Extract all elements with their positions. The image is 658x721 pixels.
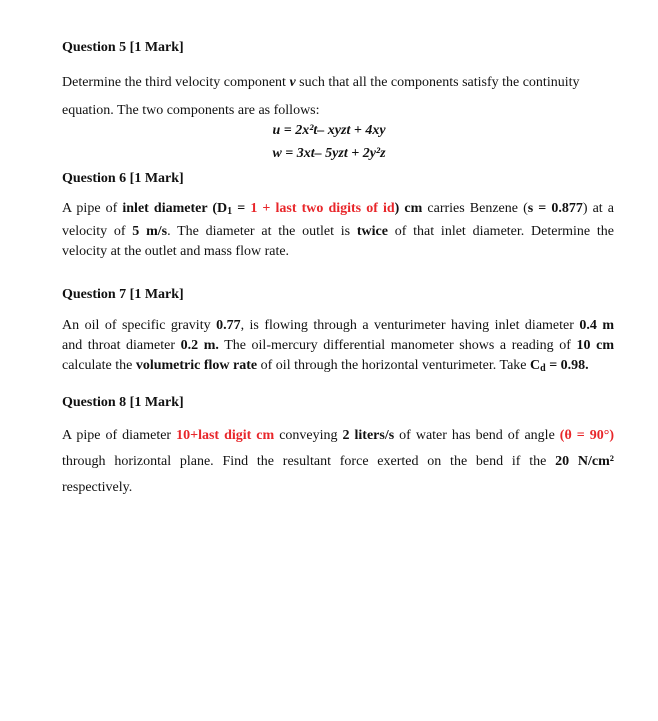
question-6-line-3: velocity at the outlet and mass flow rate.	[62, 244, 290, 259]
question-7-line-1: An oil of specific gravity 0.77, is flowing through a venturimeter having inlet diameter 0.4 m	[62, 318, 614, 333]
question-7-text	[62, 316, 614, 379]
equation-u: u = 2x²t– xyzt + 4xy	[272, 123, 386, 138]
question-5-line-1: Determine the third velocity component v such that all the components satisfy the continuity	[62, 75, 580, 90]
question-8-text	[62, 423, 614, 501]
question-8-line-3: respectively.	[62, 480, 133, 495]
equation-w: w = 3xt– 5yzt + 2y²z	[272, 146, 386, 161]
question-6-title: Question 6 [1 Mark]	[62, 171, 184, 186]
question-8-line-1: A pipe of diameter 10+last digit cm conveying 2 liters/s of water has bend of angle (θ = 90°)	[62, 428, 615, 443]
question-6-line-1: A pipe of inlet diameter ($D_1 = 1$ + last two digits of id) cm carries Benzene (s = 0.877) at a	[62, 201, 615, 217]
question-6-line-2: velocity of 5 m/s. The diameter at the outlet is twice of that inlet diameter. Determine the	[62, 224, 614, 239]
question-7-line-3: calculate the volumetric flow rate of oil through the horizontal venturimeter. Take $C_d = 0.98$.	[62, 358, 589, 374]
question-8-title: Question 8 [1 Mark]	[62, 395, 184, 410]
question-6-text	[62, 199, 614, 262]
question-5-title: Question 5 [1 Mark]	[62, 40, 184, 55]
question-8-line-2: through horizontal plane. Find the resultant force exerted on the bend if the 20 N/cm²	[62, 454, 614, 469]
question-5-text	[62, 69, 614, 125]
question-7-title: Question 7 [1 Mark]	[62, 287, 184, 302]
question-5-line-2: equation. The two components are as follows:	[62, 103, 320, 118]
question-7-line-2: and throat diameter 0.2 m. The oil-mercury differential manometer shows a reading of 10 cm	[62, 338, 614, 353]
